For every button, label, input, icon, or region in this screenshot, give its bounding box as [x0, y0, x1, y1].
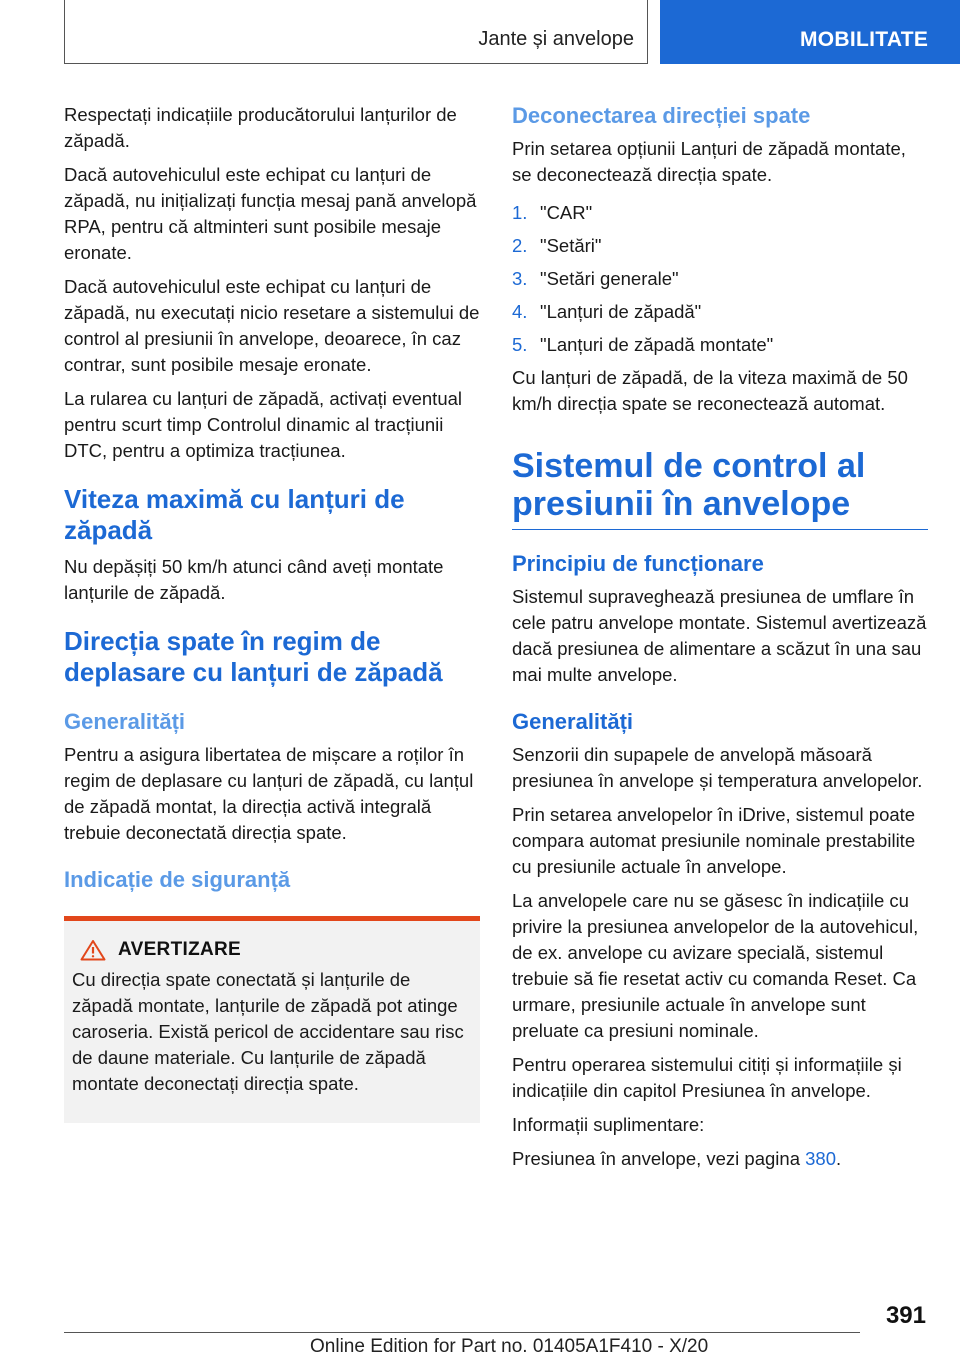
paragraph: Prin setarea anvelopelor în iDrive, sistemul poate compara automat presiunile nominale prestabilite cu presiunile actuale în anvelope. [512, 804, 916, 877]
paragraph: Respectați indicațiile producătorului lanțurilor de zăpadă. [64, 104, 457, 151]
paragraph: Informații suplimentare: [512, 1114, 705, 1135]
paragraph: Nu depășiți 50 km/h atunci când aveți montate lanțurile de zăpadă. [64, 556, 444, 603]
edition-footer: Online Edition for Part no. 01405A1F410 - X/20 [310, 1336, 709, 1357]
paragraph: Sistemul supraveghează presiunea de umflare în cele patru anvelope montate. Sistemul avertizează dacă presiunea de alimentare a scăzut în una sau mai multe anvelope. [512, 586, 927, 685]
left-column [64, 102, 480, 1123]
right-column [512, 102, 928, 1180]
paragraph: Dacă autovehiculul este echipat cu lanțuri de zăpadă, nu inițializați funcția mesaj pană anvelopă RPA, pentru că altminteri sunt posibile mesaje eronate. [64, 164, 477, 263]
step-text: "Lanțuri de zăpadă" [540, 301, 702, 322]
paragraph: Cu lanțuri de zăpadă, de la viteza maximă de 50 km/h direcția spate se reconectează automat. [512, 367, 908, 414]
page-reference [512, 1146, 928, 1172]
list-item [512, 200, 928, 226]
step-text: "Lanțuri de zăpadă montate" [540, 334, 774, 355]
heading-principle: Principiu de funcționare [512, 551, 764, 576]
step-text: "Setări" [540, 235, 602, 256]
page-link[interactable]: 380 [805, 1148, 836, 1169]
list-item [512, 299, 928, 325]
step-number: 2. [512, 235, 528, 256]
paragraph: Prin setarea opțiunii Lanțuri de zăpadă montate, se deconectează direcția spate. [512, 138, 906, 185]
paragraph: Senzorii din supapele de anvelopă măsoară presiunea în anvelope și temperatura anvelopelor. [512, 744, 923, 791]
warning-title: AVERTIZARE [118, 939, 241, 960]
step-number: 4. [512, 301, 528, 322]
list-item [512, 233, 928, 259]
paragraph: La anvelopele care nu se găsesc în indicațiile cu privire la presiunea anvelopelor de la autovehicul, de ex. anvelope cu avizare specială, sistemul trebuie să fie resetat activ cu comanda Reset. Ca urmare, presiunile actuale în anvelope sunt preluate ca presiuni nominale. [512, 890, 919, 1041]
step-number: 3. [512, 268, 528, 289]
paragraph: Dacă autovehiculul este echipat cu lanțuri de zăpadă, nu executați nicio resetare a sistemului de control al presiunii în anvelope, deoarece, în caz contrar, sunt posibile mesaje eronate. [64, 276, 480, 375]
heading-general-tpms: Generalități [512, 709, 634, 734]
paragraph: La rularea cu lanțuri de zăpadă, activați eventual pentru scurt timp Controlul dinamic al tracțiunii DTC, pentru a optimiza tracțiunea. [64, 388, 463, 461]
heading-tpms: Sistemul de control al presiunii în anvelope [512, 447, 928, 530]
warning-header [72, 939, 470, 961]
warning-triangle-icon [80, 939, 106, 961]
warning-text: Cu direcția spate conectată și lanțurile de zăpadă montate, lanțurile de zăpadă pot atinge caroseria. Există pericol de accidentare sau risc de daune materiale. Cu lanțurile de zăpadă montate deconectați direcția spate. [72, 969, 464, 1094]
paragraph: Pentru a asigura libertatea de mișcare a roților în regim de deplasare cu lanțuri de zăpadă, cu lanțul de zăpadă montat, la direcția activă integrală trebuie deconectată direcția spate. [64, 744, 474, 843]
step-number: 5. [512, 334, 528, 355]
heading-safety: Indicație de siguranță [64, 867, 291, 892]
list-item [512, 266, 928, 292]
heading-disconnect-rear: Deconectarea direcției spate [512, 103, 811, 128]
chapter-tab[interactable]: MOBILITATE [660, 0, 960, 64]
step-number: 1. [512, 202, 528, 223]
list-item [512, 332, 928, 358]
warning-box [64, 916, 480, 1123]
step-text: "CAR" [540, 202, 593, 223]
reference-suffix: . [836, 1148, 842, 1169]
heading-rear-steering: Direcția spate în regim de deplasare cu lanțuri de zăpadă [64, 626, 443, 687]
heading-max-speed: Viteza maximă cu lanțuri de zăpadă [64, 484, 405, 545]
header-section-title: Jante și anvelope [478, 28, 634, 50]
footer-divider [64, 1332, 860, 1333]
reference-text: Presiunea în anvelope, vezi pagina [512, 1148, 806, 1169]
steps-list [512, 200, 928, 358]
paragraph: Pentru operarea sistemului citiți și informațiile și indicațiile din capitol Presiunea în anvelope. [512, 1054, 902, 1101]
page-number: 391 [885, 1302, 926, 1329]
step-text: "Setări generale" [540, 268, 679, 289]
heading-general: Generalități [64, 709, 186, 734]
